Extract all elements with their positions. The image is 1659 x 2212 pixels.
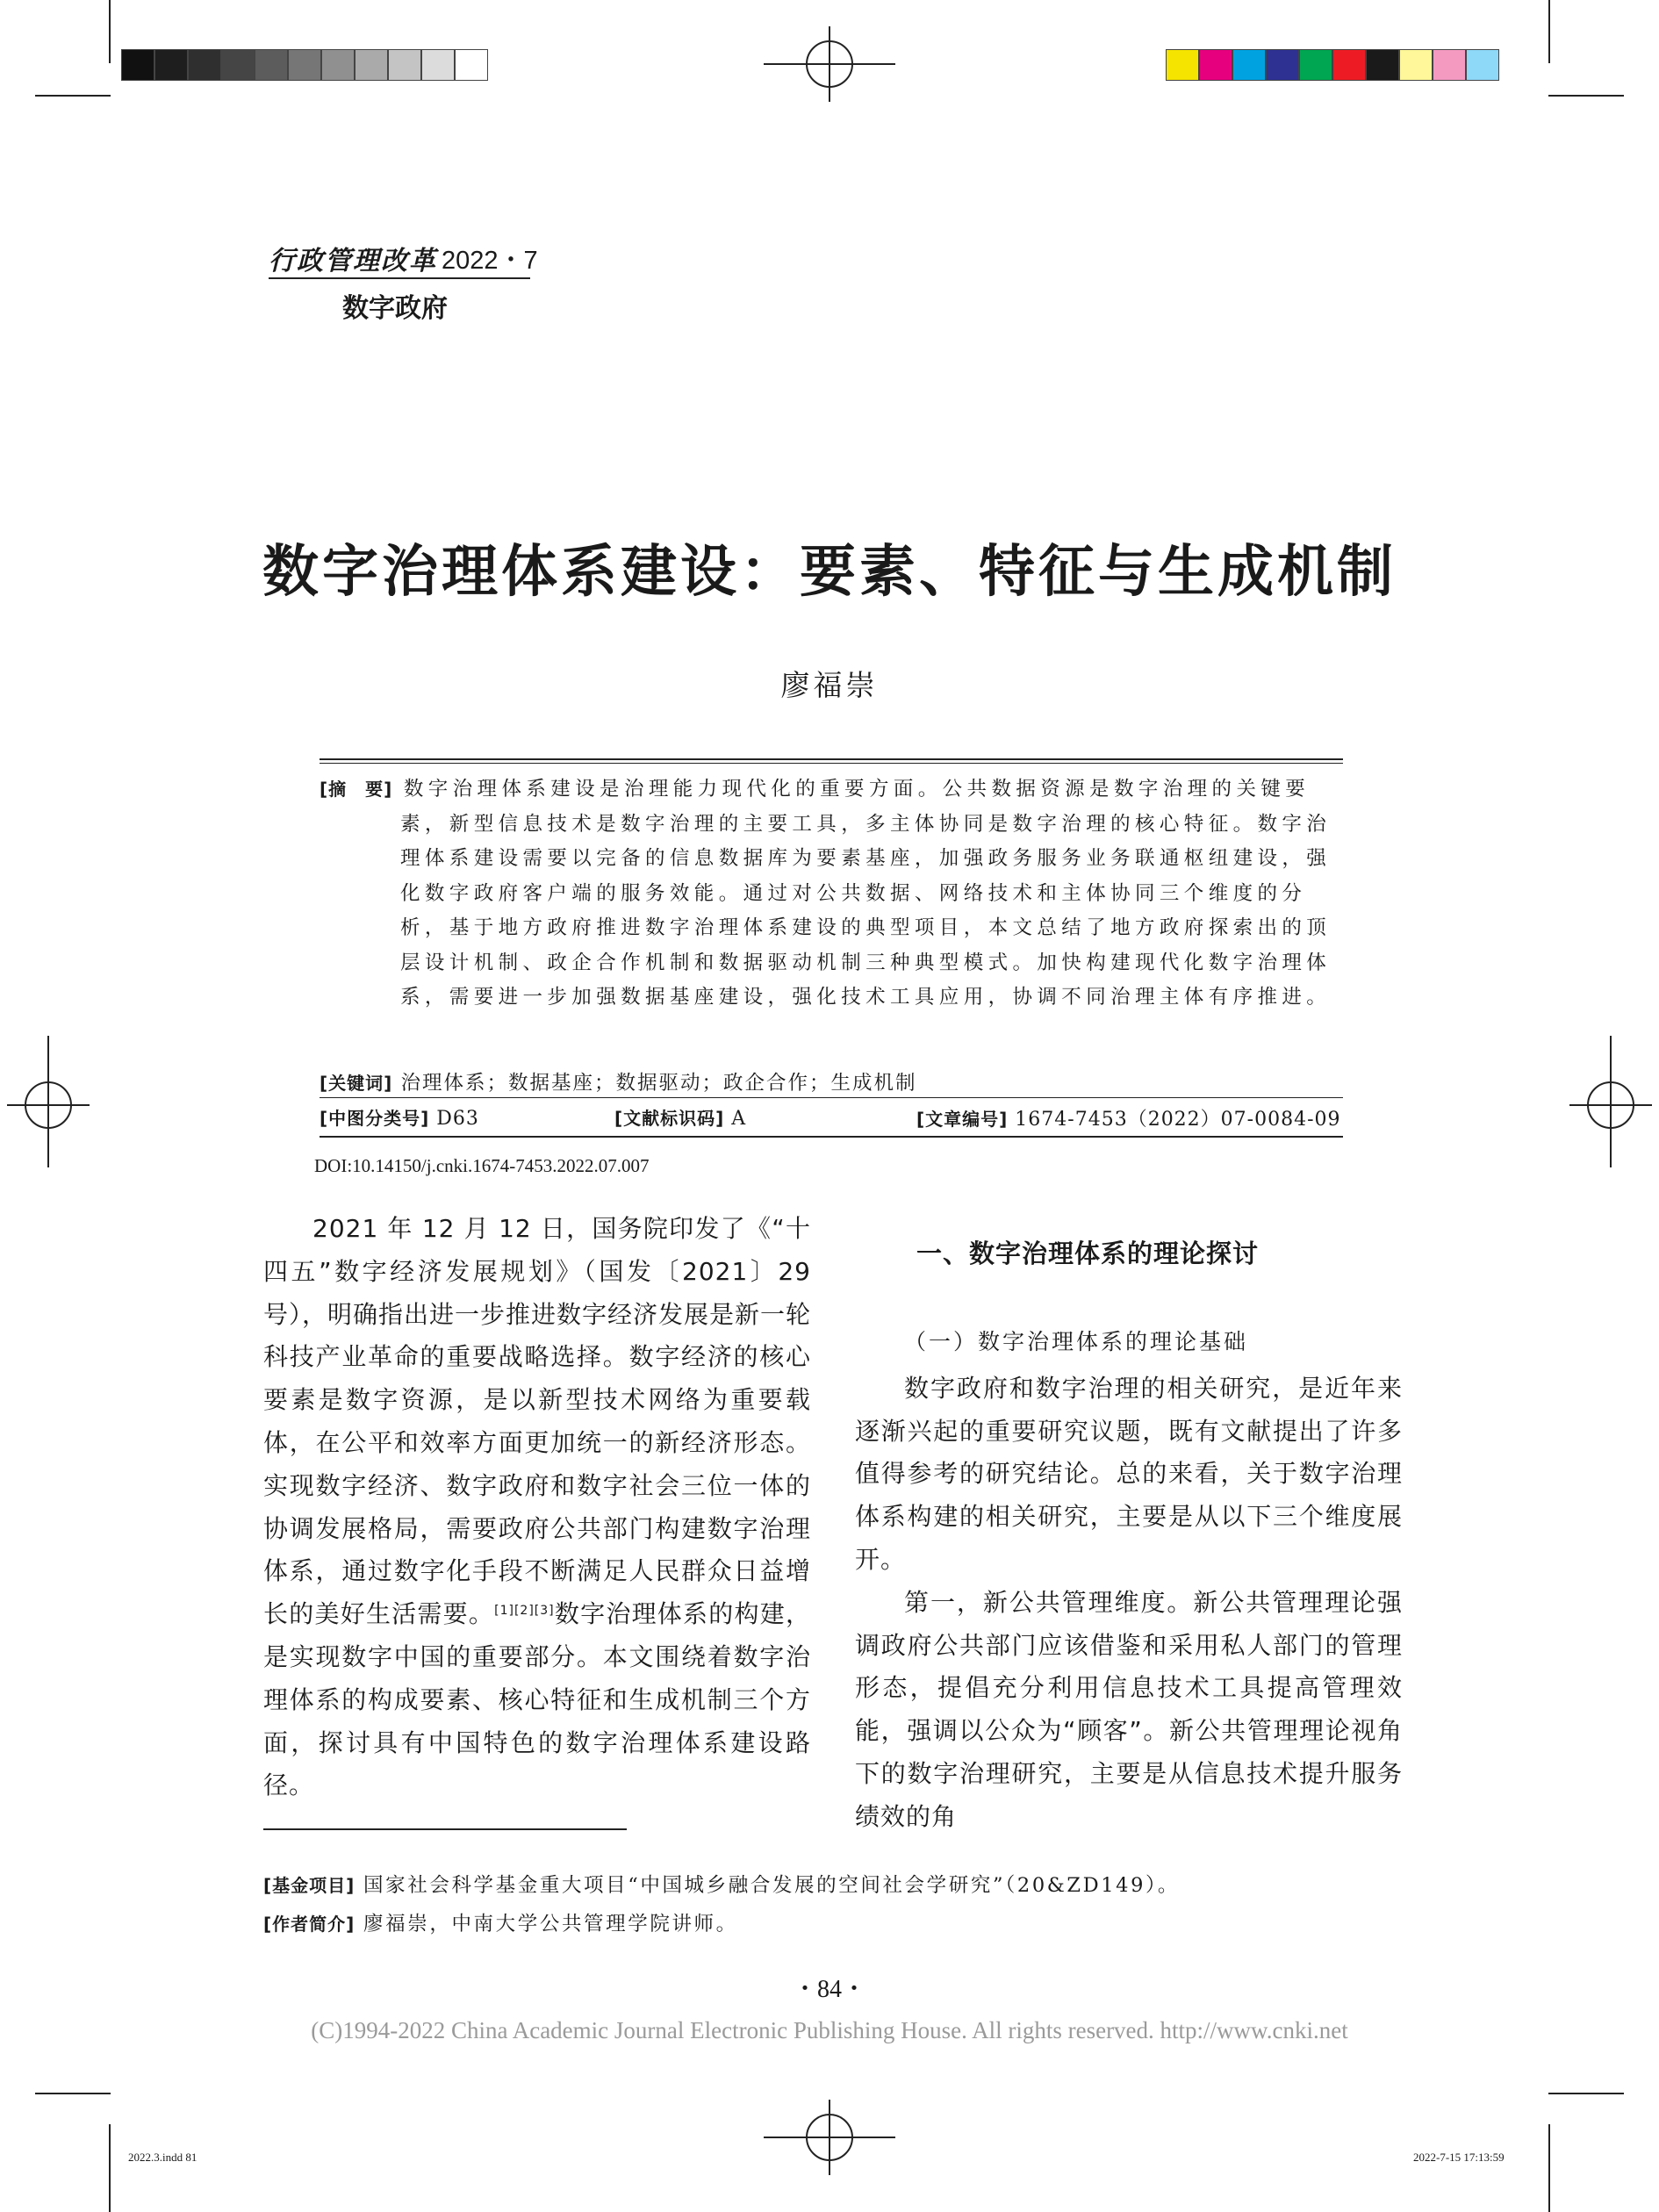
- keywords: [320, 1067, 916, 1095]
- copyright-notice: (C)1994-2022 China Academic Journal Electronic Publishing House. All rights reserved. http://www.cnki.net: [311, 2017, 1348, 2043]
- abstract: [320, 772, 1343, 1016]
- body-left-column: [263, 1208, 811, 1807]
- slug-file: 2022.3.indd 81: [128, 2151, 198, 2164]
- article-number-value: 1674-7453（2022）07-0084-09: [1015, 1109, 1341, 1131]
- document-code: [614, 1104, 746, 1130]
- body-paragraph: [263, 1208, 811, 1807]
- gray-swatch: [255, 49, 288, 81]
- document-code-label: [文献标识码]: [614, 1108, 725, 1129]
- gray-swatch: [154, 49, 188, 81]
- color-swatch: [1199, 49, 1232, 81]
- abstract-top-rule-thin: [320, 763, 1343, 764]
- slug-timestamp: 2022-7-15 17:13:59: [1413, 2151, 1505, 2164]
- fund-label: [基金项目]: [263, 1875, 356, 1896]
- doi: DOI:10.14150/j.cnki.1674-7453.2022.07.007: [314, 1155, 650, 1176]
- abstract-top-rule: [320, 758, 1343, 760]
- gray-swatch: [121, 49, 154, 81]
- abstract-text: 数字治理体系建设是治理能力现代化的重要方面。公共数据资源是数字治理的关键要素，新型信息技术是数字治理的主要工具，多主体协同是数字治理的核心特征。数字治理体系建设需要以完备的信息数据库为要素基座，加强政务服务业务联通枢纽建设，强化数字政府客户端的服务效能。通过对公共数据、网络技术和主体协同三个维度的分析，基于地方政府推进数字治理体系建设的典型项目，本文总结了地方政府探索出的顶层设计机制、政企合作机制和数据驱动机制三种典型模式。加快构建现代化数字治理体系，需要进一步加强数据基座建设，强化技术工具应用，协调不同治理主体有序推进。: [400, 778, 1332, 1009]
- header-rule: [269, 277, 530, 279]
- color-swatch: [1166, 49, 1199, 81]
- gray-swatch: [221, 49, 255, 81]
- color-swatch: [1232, 49, 1266, 81]
- color-swatch: [1366, 49, 1399, 81]
- citation-marks: [1][2][3]: [494, 1604, 555, 1619]
- color-swatch: [1266, 49, 1299, 81]
- paragraph-text: 2021 年 12 月 12 日，国务院印发了《“十四五”数字经济发展规划》（国发〔2021〕29 号），明确指出进一步推进数字经济发展是新一轮科技产业革命的重要战略选择。数字经济的核心要素是数字资源，是以新型技术网络为重要载体，在公平和效率方面更加统一的新经济形态。实现数字经济、数字政府和数字社会三位一体的协调发展格局，需要政府公共部门构建数字治理体系，通过数字化手段不断满足人民群众日益增长的美好生活需要。: [263, 1214, 812, 1629]
- footnote-rule: [263, 1828, 627, 1830]
- article-number: [916, 1104, 1341, 1131]
- color-swatch: [1466, 49, 1499, 81]
- section-heading: 一、数字治理体系的理论探讨: [916, 1239, 1260, 1268]
- fund-text: 国家社会科学基金重大项目“中国城乡融合发展的空间社会学研究”（20&ZD149）。: [363, 1874, 1180, 1897]
- body-right-column: [855, 1233, 1403, 1839]
- article-title: 数字治理体系建设：要素、特征与生成机制: [262, 539, 1397, 605]
- clc-number: [320, 1104, 479, 1130]
- color-swatch: [1332, 49, 1366, 81]
- color-swatch: [1433, 49, 1466, 81]
- footnote-author: [263, 1908, 738, 1936]
- gray-swatch: [355, 49, 388, 81]
- keywords-label: [关键词]: [320, 1073, 393, 1094]
- journal-name: 行政管理改革: [269, 246, 437, 276]
- gray-swatch: [455, 49, 488, 81]
- gray-swatch: [321, 49, 355, 81]
- paragraph-text: 数字治理体系的构建，是实现数字中国的重要部分。本文围绕着数字治理体系的构成要素、核心特征和生成机制三个方面，探讨具有中国特色的数字治理体系建设路径。: [263, 1599, 811, 1800]
- clc-label: [中图分类号]: [320, 1108, 430, 1129]
- section-label: 数字政府: [342, 293, 448, 324]
- issue-number: 2022・7: [442, 247, 538, 275]
- page-number: ・84・: [792, 1976, 866, 2003]
- article-number-label: [文章编号]: [916, 1109, 1009, 1130]
- gray-swatch: [288, 49, 321, 81]
- article-author: 廖福崇: [780, 668, 879, 702]
- abstract-label: [摘 要]: [320, 779, 393, 800]
- footnote-fund: [263, 1870, 1180, 1898]
- author-bio-text: 廖福崇，中南大学公共管理学院讲师。: [363, 1913, 738, 1936]
- body-paragraph: 数字政府和数字治理的相关研究，是近年来逐渐兴起的重要研究议题，既有文献提出了许多值得参考的研究结论。总的来看，关于数字治理体系构建的相关研究，主要是从以下三个维度展开。: [855, 1373, 1403, 1574]
- color-swatch: [1399, 49, 1433, 81]
- clc-value: D63: [436, 1108, 479, 1130]
- gray-swatch: [421, 49, 455, 81]
- classification-bottom-rule: [320, 1136, 1343, 1138]
- author-bio-label: [作者简介]: [263, 1914, 356, 1935]
- gray-swatch: [188, 49, 221, 81]
- body-paragraph: 第一，新公共管理维度。新公共管理理论强调政府公共部门应该借鉴和采用私人部门的管理形态，提倡充分利用信息技术工具提高管理效能，强调以公众为“顾客”。新公共管理理论视角下的数字治理研究，主要是从信息技术提升服务绩效的角: [855, 1587, 1403, 1831]
- keywords-text: 治理体系；数据基座；数据驱动；政企合作；生成机制: [400, 1072, 917, 1095]
- color-swatch: [1299, 49, 1332, 81]
- gray-swatch: [388, 49, 421, 81]
- subsection-heading: （一）数字治理体系的理论基础: [904, 1329, 1249, 1354]
- document-code-value: A: [731, 1108, 747, 1130]
- classification-rule: [320, 1097, 1343, 1098]
